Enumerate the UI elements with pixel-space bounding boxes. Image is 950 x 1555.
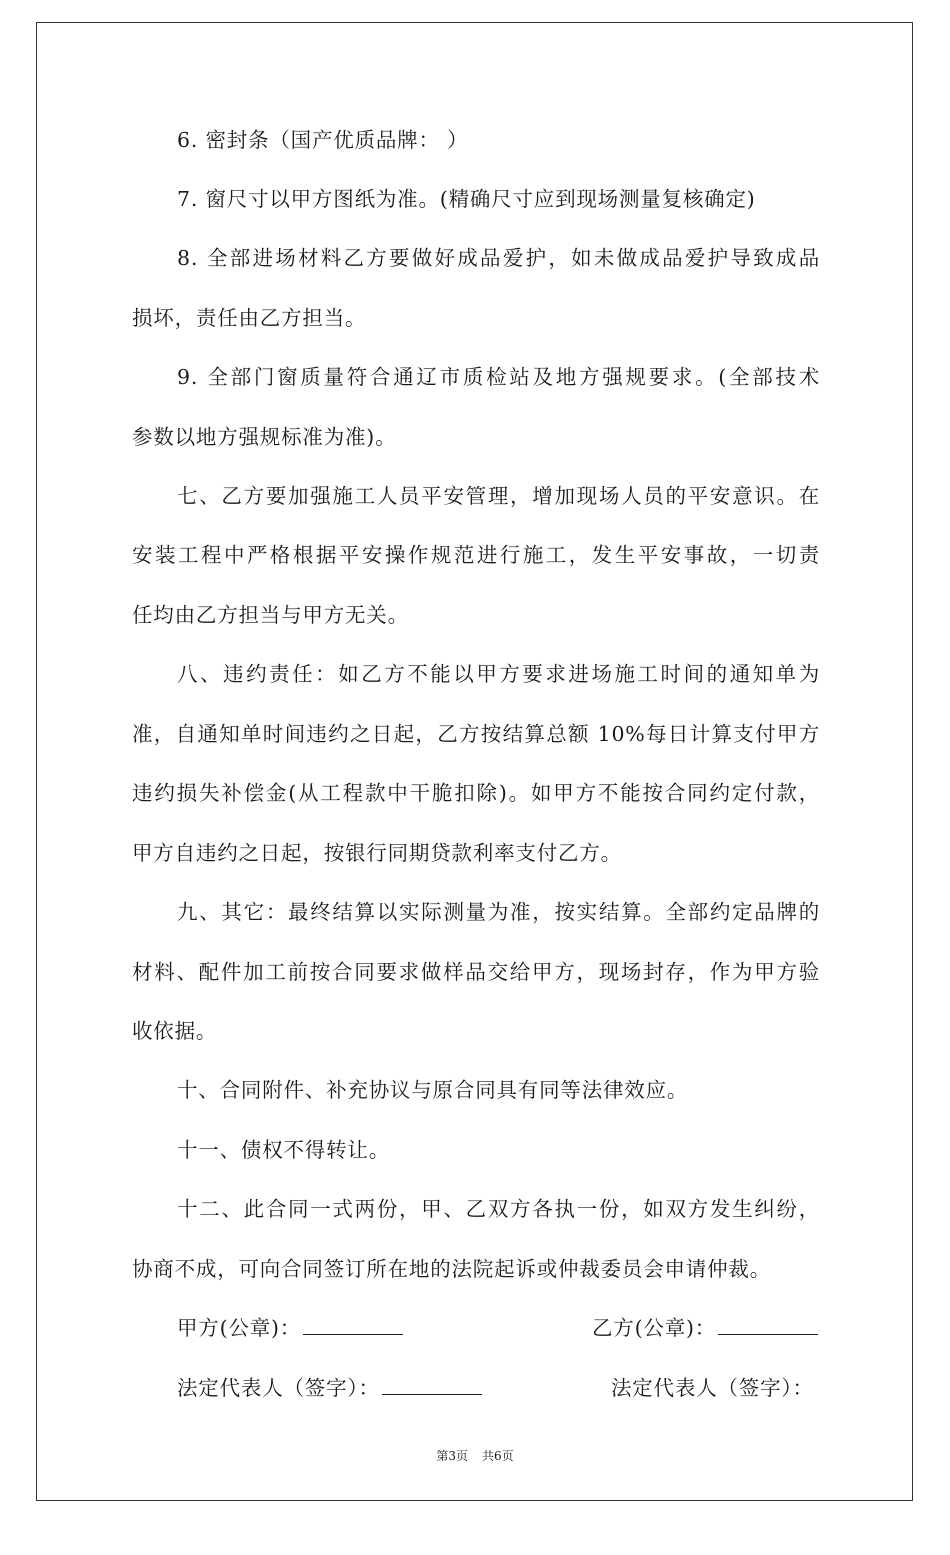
section-12-line-1: 十二、此合同一式两份，甲、乙双方各执一份，如双方发生纠纷， [177,1197,820,1221]
section-8-line-1: 八、违约责任：如乙方不能以甲方要求进场施工时间的通知单为 [177,662,820,686]
party-a-representative [177,1373,482,1403]
section-7-line-1: 七、乙方要加强施工人员平安管理，增加现场人员的平安意识。在 [177,484,820,508]
section-8-line-4: 甲方自违约之日起，按银行同期贷款利率支付乙方。 [132,841,622,865]
party-b-seal [592,1313,818,1343]
section-9-line-3: 收依据。 [132,1019,218,1043]
section-9-line-2: 材料、配件加工前按合同要求做样品交给甲方，现场封存，作为甲方验 [132,960,820,984]
section-9-line-1: 九、其它：最终结算以实际测量为准，按实结算。全部约定品牌的 [177,900,820,924]
party-b-representative [611,1373,814,1403]
party-b-seal-label: 乙方(公章)： [592,1316,717,1340]
party-b-rep-label: 法定代表人（签字）： [611,1376,814,1400]
clause-7: 7. 窗尺寸以甲方图纸为准。(精确尺寸应到现场测量复核确定) [177,187,756,211]
party-b-seal-blank [718,1314,818,1335]
clause-9-line-2: 参数以地方强规标准为准)。 [132,425,397,449]
section-11: 十一、债权不得转让。 [177,1138,390,1162]
page-total: 共6页 [482,1449,514,1463]
section-7-line-2: 安装工程中严格根据平安操作规范进行施工，发生平安事故，一切责 [132,543,820,567]
party-a-seal-label: 甲方(公章)： [177,1316,302,1340]
party-a-rep-blank [382,1374,482,1395]
section-8-line-3: 违约损失补偿金(从工程款中干脆扣除)。如甲方不能按合同约定付款， [132,781,820,805]
section-8-line-2: 准，自通知单时间违约之日起，乙方按结算总额 10%每日计算支付甲方 [132,722,820,746]
section-10: 十、合同附件、补充协议与原合同具有同等法律效应。 [177,1078,689,1102]
page-footer [0,1448,950,1464]
page-number: 第3页 [436,1449,468,1463]
party-a-seal-blank [303,1314,403,1335]
clause-9-line-1: 9. 全部门窗质量符合通辽市质检站及地方强规要求。(全部技术 [177,365,820,389]
clause-6: 6. 密封条（国产优质品牌： ） [177,128,469,152]
clause-8-line-1: 8. 全部进场材料乙方要做好成品爱护，如未做成品爱护导致成品 [177,246,820,270]
section-7-line-3: 任均由乙方担当与甲方无关。 [132,603,409,627]
clause-8-line-2: 损坏，责任由乙方担当。 [132,306,367,330]
party-a-seal [177,1313,403,1343]
section-12-line-2: 协商不成，可向合同签订所在地的法院起诉或仲裁委员会申请仲裁。 [132,1257,771,1281]
party-a-rep-label: 法定代表人（签字）： [177,1376,380,1400]
